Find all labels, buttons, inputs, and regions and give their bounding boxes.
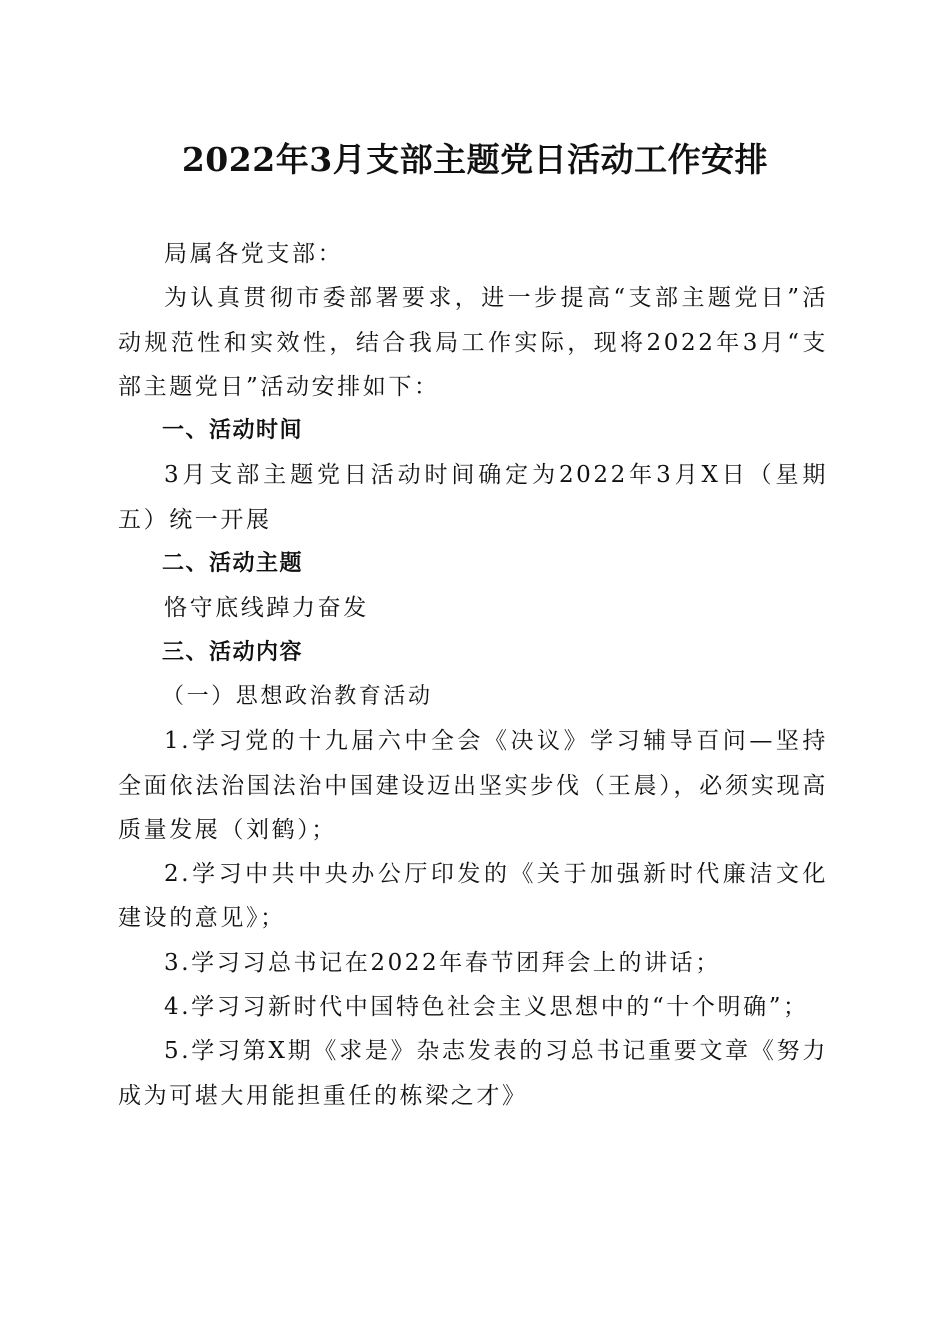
section-text-time: 3月支部主题党日活动时间确定为2022年3月X日（星期五）统一开展 <box>118 462 828 533</box>
section-heading-content: 三、活动内容 <box>162 639 304 665</box>
list-item: 2.学习中共中央办公厅印发的《关于加强新时代廉洁文化建设的意见》； <box>118 861 828 932</box>
salutation: 局属各党支部： <box>164 241 344 267</box>
document-body <box>118 232 828 1118</box>
subsection-heading: （一）思想政治教育活动 <box>162 683 433 709</box>
list-item: 4.学习习新时代中国特色社会主义思想中的“十个明确”； <box>164 994 809 1021</box>
section-text-theme: 恪守底线踔力奋发 <box>164 595 369 622</box>
section-heading-theme: 二、活动主题 <box>162 551 304 577</box>
section-heading-time: 一、活动时间 <box>162 418 304 444</box>
document-title: 2022年3月支部主题党日活动工作安排 <box>181 140 769 179</box>
list-item: 5.学习第X期《求是》杂志发表的习总书记重要文章《努力成为可堪大用能担重任的栋梁之才》 <box>118 1038 828 1109</box>
list-item: 3.学习习总书记在2022年春节团拜会上的讲话； <box>164 949 721 976</box>
list-item: 1.学习党的十九届六中全会《决议》学习辅导百问—坚持全面依法治国法治中国建设迈出坚实步伐（王晨），必须实现高质量发展（刘鹤）； <box>118 728 828 843</box>
intro-paragraph: 为认真贯彻市委部署要求，进一步提高“支部主题党日”活动规范性和实效性，结合我局工作实际，现将2022年3月“支部主题党日”活动安排如下： <box>118 285 828 400</box>
